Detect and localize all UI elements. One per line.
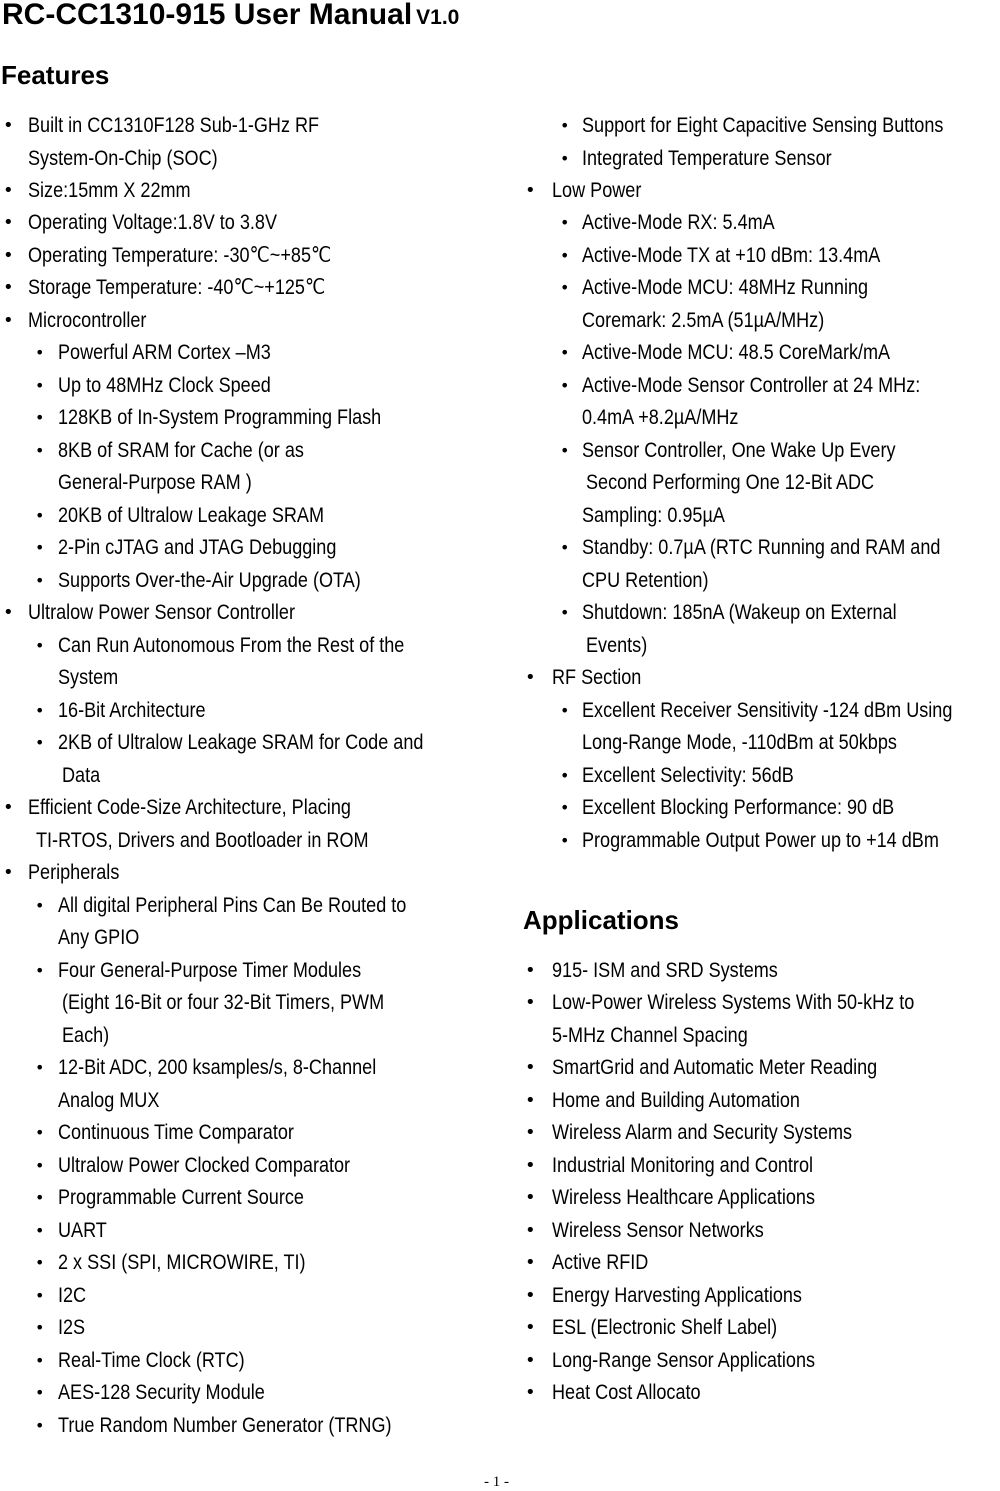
feature-line: Sampling: 0.95µA bbox=[582, 504, 725, 527]
feature-line: Data bbox=[62, 764, 101, 787]
feature-line: Shutdown: 185nA (Wakeup on External bbox=[582, 601, 897, 624]
bullet-icon: • bbox=[525, 1122, 536, 1143]
application-line: ESL (Electronic Shelf Label) bbox=[552, 1316, 778, 1339]
sub-bullet-icon: • bbox=[35, 1221, 45, 1240]
sub-bullet-icon: • bbox=[35, 538, 45, 557]
feature-line: Support for Eight Capacitive Sensing Buttons bbox=[582, 114, 944, 137]
feature-line: Continuous Time Comparator bbox=[58, 1121, 294, 1144]
bullet-icon: • bbox=[3, 862, 14, 883]
bullet-icon: • bbox=[525, 1317, 536, 1338]
feature-line: Four General-Purpose Timer Modules bbox=[58, 959, 362, 982]
feature-line: Standby: 0.7µA (RTC Running and RAM and bbox=[582, 536, 941, 559]
bullet-icon: • bbox=[525, 1090, 536, 1111]
feature-line: Active-Mode MCU: 48.5 CoreMark/mA bbox=[582, 341, 891, 364]
bullet-icon: • bbox=[525, 1057, 536, 1078]
feature-line: Built in CC1310F128 Sub-1-GHz RF bbox=[28, 114, 320, 137]
application-line: Low-Power Wireless Systems With 50-kHz to bbox=[552, 991, 915, 1014]
feature-line: CPU Retention) bbox=[582, 569, 709, 592]
sub-bullet-icon: • bbox=[35, 441, 45, 460]
sub-bullet-icon: • bbox=[35, 1351, 45, 1370]
bullet-icon: • bbox=[3, 245, 14, 266]
feature-line: Ultralow Power Clocked Comparator bbox=[58, 1154, 351, 1177]
feature-line: Excellent Selectivity: 56dB bbox=[582, 764, 794, 787]
feature-line: TI-RTOS, Drivers and Bootloader in ROM bbox=[36, 829, 369, 852]
sub-bullet-icon: • bbox=[560, 116, 570, 135]
feature-line: 0.4mA +8.2µA/MHz bbox=[582, 406, 739, 429]
sub-bullet-icon: • bbox=[35, 376, 45, 395]
bullet-icon: • bbox=[3, 180, 14, 201]
bullet-icon: • bbox=[525, 1382, 536, 1403]
application-line: Long-Range Sensor Applications bbox=[552, 1349, 816, 1372]
sub-bullet-icon: • bbox=[35, 636, 45, 655]
feature-line: Active-Mode Sensor Controller at 24 MHz: bbox=[582, 374, 921, 397]
sub-bullet-icon: • bbox=[35, 1058, 45, 1077]
feature-line: UART bbox=[58, 1219, 107, 1242]
feature-line: I2C bbox=[58, 1284, 87, 1307]
application-line: Wireless Sensor Networks bbox=[552, 1219, 764, 1242]
sub-bullet-icon: • bbox=[35, 408, 45, 427]
sub-bullet-icon: • bbox=[560, 798, 570, 817]
sub-bullet-icon: • bbox=[560, 246, 570, 265]
bullet-icon: • bbox=[525, 960, 536, 981]
title-text: RC-CC1310-915 User Manual bbox=[2, 0, 413, 31]
bullet-icon: • bbox=[525, 1285, 536, 1306]
feature-line: Low Power bbox=[552, 179, 642, 202]
application-line: Wireless Alarm and Security Systems bbox=[552, 1121, 853, 1144]
features-heading: Features bbox=[1, 60, 110, 90]
sub-bullet-icon: • bbox=[35, 1318, 45, 1337]
sub-bullet-icon: • bbox=[35, 1286, 45, 1305]
feature-line: Active-Mode RX: 5.4mA bbox=[582, 211, 775, 234]
feature-line: Can Run Autonomous From the Rest of the bbox=[58, 634, 405, 657]
bullet-icon: • bbox=[3, 310, 14, 331]
application-line: Industrial Monitoring and Control bbox=[552, 1154, 814, 1177]
feature-line: 2 x SSI (SPI, MICROWIRE, TI) bbox=[58, 1251, 306, 1274]
application-line: Energy Harvesting Applications bbox=[552, 1284, 802, 1307]
feature-line: Analog MUX bbox=[58, 1089, 160, 1112]
feature-line: Active-Mode MCU: 48MHz Running bbox=[582, 276, 869, 299]
feature-line: Up to 48MHz Clock Speed bbox=[58, 374, 271, 397]
bullet-icon: • bbox=[525, 1252, 536, 1273]
bullet-icon: • bbox=[3, 797, 14, 818]
sub-bullet-icon: • bbox=[35, 1188, 45, 1207]
feature-line: Microcontroller bbox=[28, 309, 147, 332]
version-label: V1.0 bbox=[416, 6, 460, 29]
application-line: Active RFID bbox=[552, 1251, 649, 1274]
feature-line: 2-Pin cJTAG and JTAG Debugging bbox=[58, 536, 337, 559]
sub-bullet-icon: • bbox=[560, 701, 570, 720]
feature-line: Active-Mode TX at +10 dBm: 13.4mA bbox=[582, 244, 881, 267]
feature-line: 2KB of Ultralow Leakage SRAM for Code and bbox=[58, 731, 424, 754]
sub-bullet-icon: • bbox=[560, 766, 570, 785]
sub-bullet-icon: • bbox=[35, 1383, 45, 1402]
bullet-icon: • bbox=[3, 115, 14, 136]
feature-line: Peripherals bbox=[28, 861, 120, 884]
sub-bullet-icon: • bbox=[35, 1416, 45, 1435]
sub-bullet-icon: • bbox=[35, 506, 45, 525]
feature-line: 20KB of Ultralow Leakage SRAM bbox=[58, 504, 325, 527]
feature-line: System-On-Chip (SOC) bbox=[28, 147, 218, 170]
page-number: - 1 - bbox=[484, 1474, 509, 1490]
feature-line: 16-Bit Architecture bbox=[58, 699, 206, 722]
feature-line: Supports Over-the-Air Upgrade (OTA) bbox=[58, 569, 361, 592]
feature-line: Any GPIO bbox=[58, 926, 140, 949]
feature-line: Storage Temperature: -40℃~+125℃ bbox=[28, 276, 326, 299]
feature-line: Efficient Code-Size Architecture, Placing bbox=[28, 796, 351, 819]
feature-line: Size:15mm X 22mm bbox=[28, 179, 191, 202]
sub-bullet-icon: • bbox=[35, 896, 45, 915]
sub-bullet-icon: • bbox=[560, 376, 570, 395]
sub-bullet-icon: • bbox=[560, 278, 570, 297]
feature-line: 12-Bit ADC, 200 ksamples/s, 8-Channel bbox=[58, 1056, 377, 1079]
sub-bullet-icon: • bbox=[35, 1156, 45, 1175]
bullet-icon: • bbox=[525, 1220, 536, 1241]
sub-bullet-icon: • bbox=[560, 343, 570, 362]
feature-line: 128KB of In-System Programming Flash bbox=[58, 406, 382, 429]
feature-line: (Eight 16-Bit or four 32-Bit Timers, PWM bbox=[62, 991, 385, 1014]
bullet-icon: • bbox=[3, 602, 14, 623]
feature-line: RF Section bbox=[552, 666, 642, 689]
feature-line: Powerful ARM Cortex –M3 bbox=[58, 341, 271, 364]
sub-bullet-icon: • bbox=[35, 961, 45, 980]
bullet-icon: • bbox=[525, 992, 536, 1013]
bullet-icon: • bbox=[525, 667, 536, 688]
sub-bullet-icon: • bbox=[35, 701, 45, 720]
sub-bullet-icon: • bbox=[560, 441, 570, 460]
sub-bullet-icon: • bbox=[35, 1253, 45, 1272]
application-line: 915- ISM and SRD Systems bbox=[552, 959, 778, 982]
feature-line: Each) bbox=[62, 1024, 110, 1047]
application-line: Home and Building Automation bbox=[552, 1089, 800, 1112]
bullet-icon: • bbox=[525, 1187, 536, 1208]
sub-bullet-icon: • bbox=[35, 343, 45, 362]
feature-line: Ultralow Power Sensor Controller bbox=[28, 601, 295, 624]
feature-line: I2S bbox=[58, 1316, 86, 1339]
sub-bullet-icon: • bbox=[560, 603, 570, 622]
application-line: SmartGrid and Automatic Meter Reading bbox=[552, 1056, 878, 1079]
sub-bullet-icon: • bbox=[35, 571, 45, 590]
feature-line: Excellent Receiver Sensitivity -124 dBm Using bbox=[582, 699, 953, 722]
feature-line: System bbox=[58, 666, 119, 689]
feature-line: Operating Voltage:1.8V to 3.8V bbox=[28, 211, 278, 234]
feature-line: Excellent Blocking Performance: 90 dB bbox=[582, 796, 895, 819]
feature-line: Long-Range Mode, -110dBm at 50kbps bbox=[582, 731, 897, 754]
sub-bullet-icon: • bbox=[560, 831, 570, 850]
feature-line: 8KB of SRAM for Cache (or as bbox=[58, 439, 304, 462]
feature-line: Programmable Current Source bbox=[58, 1186, 304, 1209]
sub-bullet-icon: • bbox=[35, 1123, 45, 1142]
feature-line: Second Performing One 12-Bit ADC bbox=[586, 471, 875, 494]
feature-line: AES-128 Security Module bbox=[58, 1381, 265, 1404]
feature-line: Sensor Controller, One Wake Up Every bbox=[582, 439, 896, 462]
application-line: Heat Cost Allocato bbox=[552, 1381, 701, 1404]
feature-line: True Random Number Generator (TRNG) bbox=[58, 1414, 392, 1437]
bullet-icon: • bbox=[3, 277, 14, 298]
feature-line: Real-Time Clock (RTC) bbox=[58, 1349, 245, 1372]
feature-line: Coremark: 2.5mA (51µA/MHz) bbox=[582, 309, 825, 332]
feature-line: General-Purpose RAM ) bbox=[58, 471, 252, 494]
bullet-icon: • bbox=[525, 1350, 536, 1371]
document-title bbox=[2, 0, 459, 32]
feature-line: Programmable Output Power up to +14 dBm bbox=[582, 829, 939, 852]
feature-line: Integrated Temperature Sensor bbox=[582, 147, 832, 170]
sub-bullet-icon: • bbox=[35, 733, 45, 752]
feature-line: Events) bbox=[586, 634, 648, 657]
bullet-icon: • bbox=[525, 180, 536, 201]
application-line: Wireless Healthcare Applications bbox=[552, 1186, 815, 1209]
feature-line: All digital Peripheral Pins Can Be Routed to bbox=[58, 894, 407, 917]
sub-bullet-icon: • bbox=[560, 213, 570, 232]
applications-heading: Applications bbox=[523, 905, 680, 935]
sub-bullet-icon: • bbox=[560, 149, 570, 168]
bullet-icon: • bbox=[525, 1155, 536, 1176]
sub-bullet-icon: • bbox=[560, 538, 570, 557]
feature-line: Operating Temperature: -30℃~+85℃ bbox=[28, 244, 332, 267]
application-line: 5-MHz Channel Spacing bbox=[552, 1024, 748, 1047]
bullet-icon: • bbox=[3, 212, 14, 233]
